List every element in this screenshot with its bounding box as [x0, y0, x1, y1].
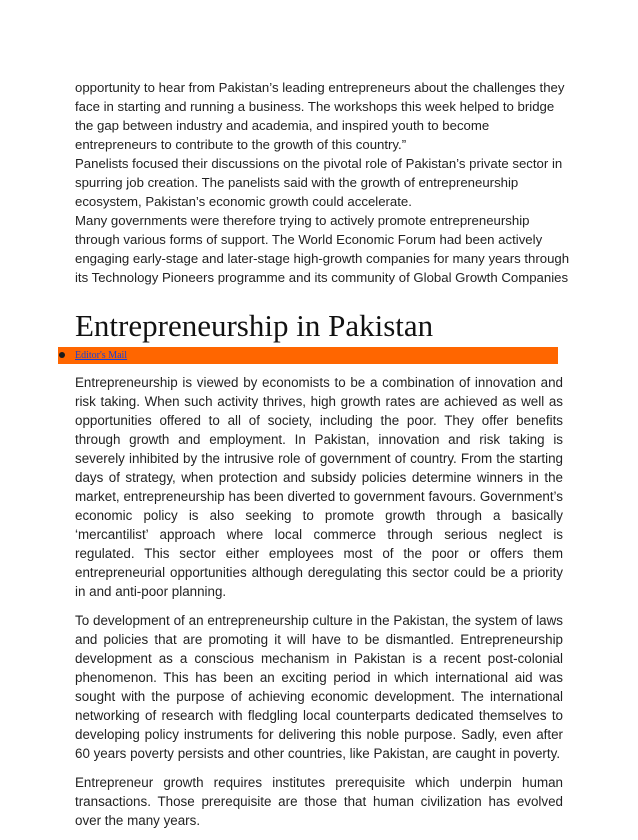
author-link[interactable]: Editor's Mail: [75, 350, 128, 361]
author-bar: [58, 347, 558, 364]
intro-paragraph: Many governments were therefore trying to actively promote entrepreneurship through various forms of support. The World Economic Forum had been actively engaging early-stage and later-stage high-growth companies for many years through its Technology Pioneers programme and its community of Global Growth Companies: [75, 213, 570, 285]
article-title: Entrepreneurship in Pakistan: [75, 308, 434, 343]
article-paragraph: Entrepreneurship is viewed by economists to be a combination of innovation and risk taking. When such activity thrives, high growth rates are achieved as well as opportunities offered to all of society, including the poor. They offer benefits through growth and employment. In Pakistan, innovation and risk taking is severely inhibited by the intrusive role of government of country. From the starting days of strategy, when protection and subsidy policies determine winners in the market, entrepreneurship has been diverted to government favours. Government’s economic policy is also seeking to promote growth through a basically ‘mercantilist’ approach where local commerce through serious neglect is regulated. This sector either employees most of the poor or offers them entrepreneurial opportunities although deregulating this sector could be a priority in and anti-poor planning.: [75, 375, 563, 599]
intro-paragraph: opportunity to hear from Pakistan’s leading entrepreneurs about the challenges they face in starting and running a business. The workshops this week helped to bridge the gap between industry and academia, and inspired youth to become entrepreneurs to contribute to the growth of this country.”: [75, 80, 565, 152]
article-paragraph: To development of an entrepreneurship culture in the Pakistan, the system of laws and policies that are promoting it will have to be dismantled. Entrepreneurship development as a conscious mechanism in Pakistan is a recent post-colonial phenomenon. This has been an exciting period in which international aid was sought with the purpose of achieving economic development. The international networking of research with fledgling local counterparts dedicated themselves to developing policy instruments for delivering this noble purpose. Sadly, even after 60 years poverty persists and other countries, like Pakistan, are caught in poverty.: [75, 613, 563, 761]
intro-text: [75, 78, 570, 287]
article-paragraph: Entrepreneur growth requires institutes prerequisite which underpin human transactions. Those prerequisite are those that human civilization has evolved over the many years.: [75, 775, 563, 828]
intro-paragraph: Panelists focused their discussions on the pivotal role of Pakistan’s private sector in spurring job creation. The panelists said with the growth of entrepreneurship ecosystem, Pakistan’s economic growth could accelerate.: [75, 156, 563, 209]
bullet-icon: [59, 352, 65, 358]
article-body: [75, 373, 563, 840]
